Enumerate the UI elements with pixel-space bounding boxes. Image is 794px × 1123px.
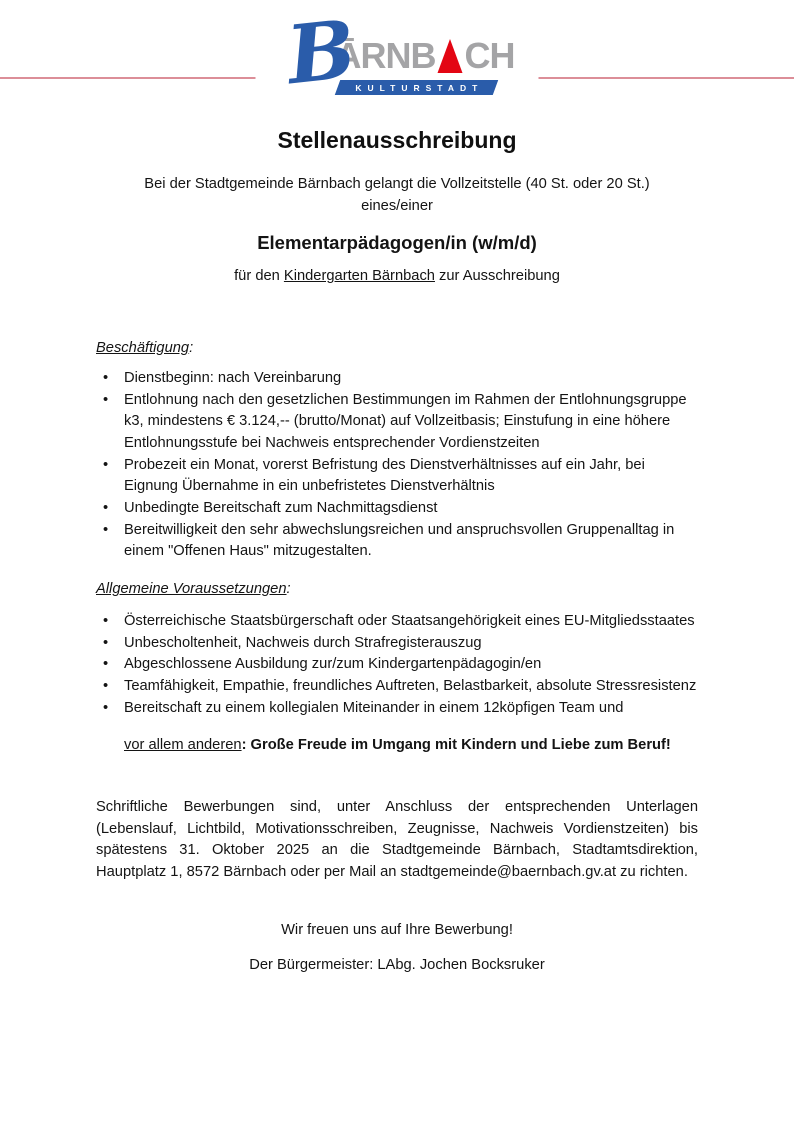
highlight-underlined: vor allem anderen	[124, 737, 242, 754]
logo-triangle-icon	[438, 39, 463, 73]
highlight-line	[96, 735, 698, 757]
intro-line-2: eines/einer	[361, 197, 433, 214]
logo-wordmark	[335, 35, 515, 76]
list-item: • Österreichische Staatsbürgerschaft oder Staatsangehörigkeit eines EU-Mitgliedsstaates	[96, 611, 698, 633]
logo-wordmark-left: ĀRNB	[335, 35, 436, 76]
list-item: • Probezeit ein Monat, vorerst Befristung des Dienstverhältnisses auf ein Jahr, bei Eignung Übernahme in ein unbefristetes Dienstverhältnis	[96, 455, 698, 498]
list-item: • Unbedingte Bereitschaft zum Nachmittagsdienst	[96, 498, 698, 520]
kindergarten-line	[96, 266, 698, 288]
list-item: • Dienstbeginn: nach Vereinbarung	[96, 368, 698, 390]
page-title: Stellenausschreibung	[277, 127, 517, 153]
closing-signature: Der Bürgermeister: LAbg. Jochen Bocksruker	[249, 956, 545, 973]
section-heading-text: Beschäftigung	[96, 340, 190, 357]
kindergarten-line-underlined: Kindergarten Bärnbach	[283, 268, 435, 285]
list-item: • Bereitwilligkeit den sehr abwechslungsreichen und anspruchsvollen Gruppenalltag in einem "Offenen Haus" mitzugestalten.	[96, 520, 698, 563]
application-paragraph: Schriftliche Bewerbungen sind, unter Anschluss der entsprechenden Unterlagen (Lebenslauf, Lichtbild, Motivationsschreiben, Zeugnisse, Nachweis Vordienstzeiten) bis spätestens 31. Oktober 2025 an die Stadtgemeinde Bärnbach, Stadtamtsdirektion, Hauptplatz 1, 8572 Bärnbach oder per Mail an stadtgemeinde@baernbach.gv.at zu richten.	[96, 799, 698, 881]
list-item: • Teamfähigkeit, Empathie, freundliches Auftreten, Belastbarkeit, absolute Stressresistenz	[96, 676, 698, 698]
closing-thanks: Wir freuen uns auf Ihre Bewerbung!	[281, 921, 513, 938]
logo-container	[256, 1, 539, 104]
logo-banner-text: KULTURSTADT	[355, 82, 484, 93]
section-heading-voraussetzungen	[96, 579, 698, 601]
section-heading-colon: :	[189, 340, 194, 357]
voraussetzungen-list	[96, 611, 698, 720]
document-content	[0, 126, 794, 976]
kindergarten-line-suffix: zur Ausschreibung	[434, 268, 560, 285]
list-item: • Unbescholtenheit, Nachweis durch Strafregisterauszug	[96, 633, 698, 655]
logo-wordmark-right: CH	[464, 35, 515, 76]
baernbach-logo	[282, 1, 515, 104]
intro-block	[96, 174, 698, 217]
highlight-bold: : Große Freude im Umgang mit Kindern und Liebe zum Beruf!	[241, 737, 671, 754]
kindergarten-line-prefix: für den	[234, 268, 284, 285]
beschaeftigung-list	[96, 368, 698, 563]
document-header	[0, 0, 794, 112]
section-heading-colon: :	[286, 581, 291, 598]
logo-script-b: B	[282, 1, 360, 103]
list-item: • Abgeschlossene Ausbildung zur/zum Kindergartenpädagogin/en	[96, 654, 698, 676]
section-heading-text: Allgemeine Voraussetzungen	[96, 581, 287, 598]
section-heading-beschaeftigung	[96, 338, 698, 360]
list-item: • Bereitschaft zu einem kollegialen Miteinander in einem 12köpfigen Team und	[96, 698, 698, 720]
intro-line-1: Bei der Stadtgemeinde Bärnbach gelangt die Vollzeitstelle (40 St. oder 20 St.)	[144, 176, 650, 192]
list-item: • Entlohnung nach den gesetzlichen Bestimmungen im Rahmen der Entlohnungsgruppe k3, mindestens € 3.124,-- (brutto/Monat) auf Vollzeitbasis; Einstufung in eine höhere Entlohnungsstufe bei Nachweis entsprechender Vordienstzeiten	[96, 390, 698, 455]
position-title: Elementarpädagogen/in (w/m/d)	[257, 232, 537, 254]
